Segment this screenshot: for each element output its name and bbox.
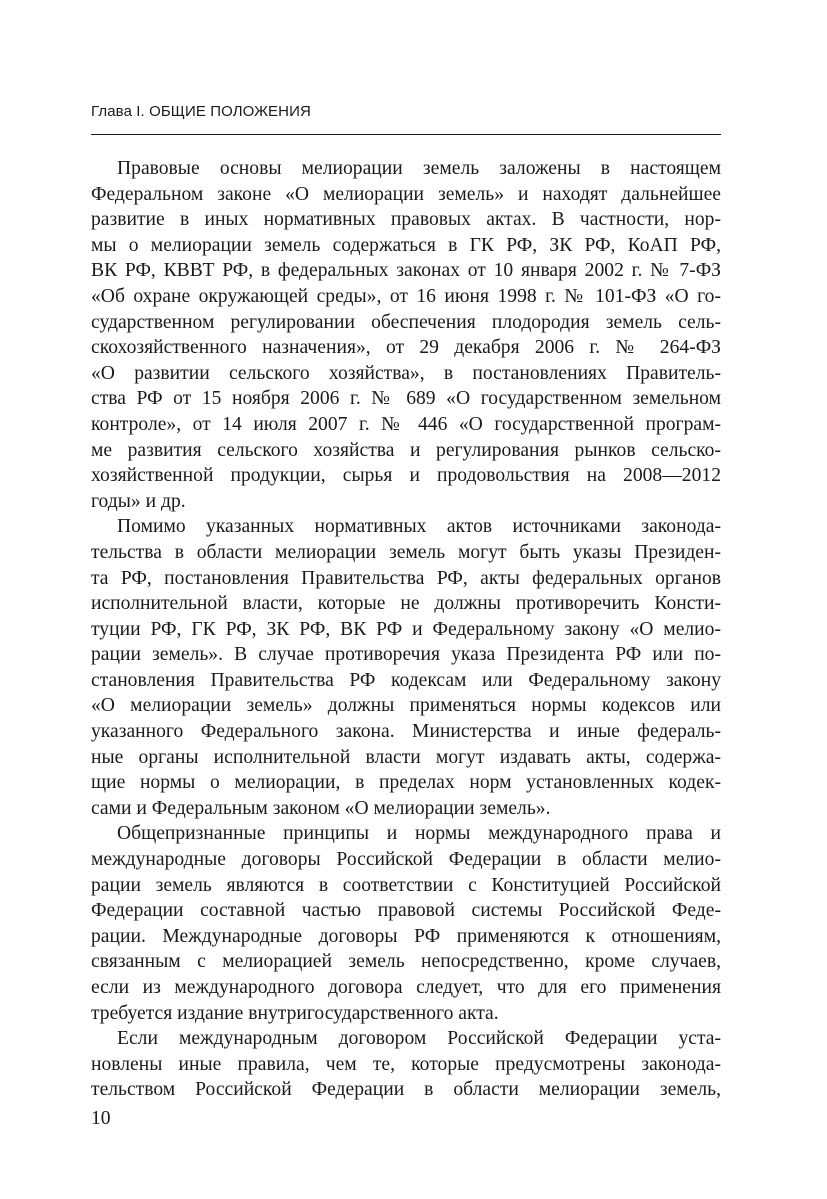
text-line: если из международного договора следует, что для его применения bbox=[91, 977, 721, 998]
text-line: указанного Федерального закона. Министерства и иные федераль- bbox=[91, 721, 721, 743]
text-line: требуется издание внутригосударственного акта. bbox=[91, 1002, 499, 1024]
paragraph bbox=[91, 514, 721, 821]
body-text bbox=[91, 156, 721, 1103]
text-line: годы» и др. bbox=[91, 490, 186, 512]
text-line: Федерации составной частью правовой системы Российской Феде- bbox=[91, 900, 721, 922]
text-line: ВК РФ, КВВТ РФ, в федеральных законах от 10 января 2002 г. № 7-ФЗ bbox=[91, 260, 721, 282]
text-line: исполнительной власти, которые не должны противоречить Консти- bbox=[91, 593, 721, 615]
text-line: становления Правительства РФ кодексам или Федеральному закону bbox=[91, 669, 721, 691]
header-rule bbox=[91, 134, 721, 135]
text-line: ные органы исполнительной власти могут издавать акты, содержа- bbox=[91, 746, 721, 768]
text-line: Помимо указанных нормативных актов источниками законода- bbox=[117, 516, 721, 538]
text-line: «Об охране окружающей среды», от 16 июня 1998 г. № 101-ФЗ «О го- bbox=[91, 285, 721, 307]
text-line: сами и Федеральным законом «О мелиорации земель». bbox=[91, 797, 551, 819]
text-line: сударственном регулировании обеспечения плодородия земель сель- bbox=[91, 311, 721, 333]
text-line: международные договоры Российской Федерации в области мелио- bbox=[91, 849, 721, 871]
text-line: хозяйственной продукции, сырья и продовольствия на 2008—2012 bbox=[91, 465, 721, 487]
text-line: ства РФ от 15 ноября 2006 г. № 689 «О государственном земельном bbox=[91, 388, 721, 410]
text-line: «О развитии сельского хозяйства», в постановлениях Правитель- bbox=[91, 362, 721, 384]
text-line: ме развития сельского хозяйства и регулирования рынков сельско- bbox=[91, 439, 721, 461]
text-line: тельством Российской Федерации в области мелиорации земель, bbox=[91, 1079, 721, 1101]
text-line: Правовые основы мелиорации земель заложены в настоящем bbox=[117, 158, 721, 179]
paragraph bbox=[91, 1026, 721, 1103]
text-line: контроле», от 14 июля 2007 г. № 446 «О государственной програм- bbox=[91, 413, 721, 435]
text-line: туции РФ, ГК РФ, ЗК РФ, ВК РФ и Федеральному закону «О мелио- bbox=[91, 618, 721, 640]
text-line: та РФ, постановления Правительства РФ, акты федеральных органов bbox=[91, 567, 721, 589]
text-line: щие нормы о мелиорации, в пределах норм установленных кодек- bbox=[91, 772, 721, 794]
text-line: развитие в иных нормативных правовых актах. В частности, нор- bbox=[91, 209, 721, 231]
text-line: рации земель». В случае противоречия указа Президента РФ или по- bbox=[91, 644, 721, 666]
text-line: мы о мелиорации земель содержаться в ГК РФ, ЗК РФ, КоАП РФ, bbox=[91, 234, 721, 256]
text-line: Федеральном законе «О мелиорации земель» и находят дальнейшее bbox=[91, 183, 721, 205]
text-line: новлены иные правила, чем те, которые предусмотрены законода- bbox=[91, 1053, 721, 1075]
running-head: Глава I. ОБЩИЕ ПОЛОЖЕНИЯ bbox=[91, 103, 311, 120]
page-number: 10 bbox=[91, 1108, 111, 1129]
text-line: «О мелиорации земель» должны применяться нормы кодексов или bbox=[91, 695, 721, 717]
text-line: Общепризнанные принципы и нормы международного права и bbox=[117, 823, 721, 845]
text-line: рации. Международные договоры РФ применяются к отношениям, bbox=[91, 925, 721, 947]
text-line: Если международным договором Российской Федерации уста- bbox=[117, 1028, 721, 1050]
paragraph bbox=[91, 156, 721, 514]
text-line: тельства в области мелиорации земель могут быть указы Президен- bbox=[91, 541, 721, 563]
text-line: связанным с мелиорацией земель непосредственно, кроме случаев, bbox=[91, 951, 721, 973]
paragraph bbox=[91, 821, 721, 1026]
text-line: рации земель являются в соответствии с Конституцией Российской bbox=[91, 874, 721, 896]
text-line: скохозяйственного назначения», от 29 декабря 2006 г. № 264-ФЗ bbox=[91, 337, 721, 359]
